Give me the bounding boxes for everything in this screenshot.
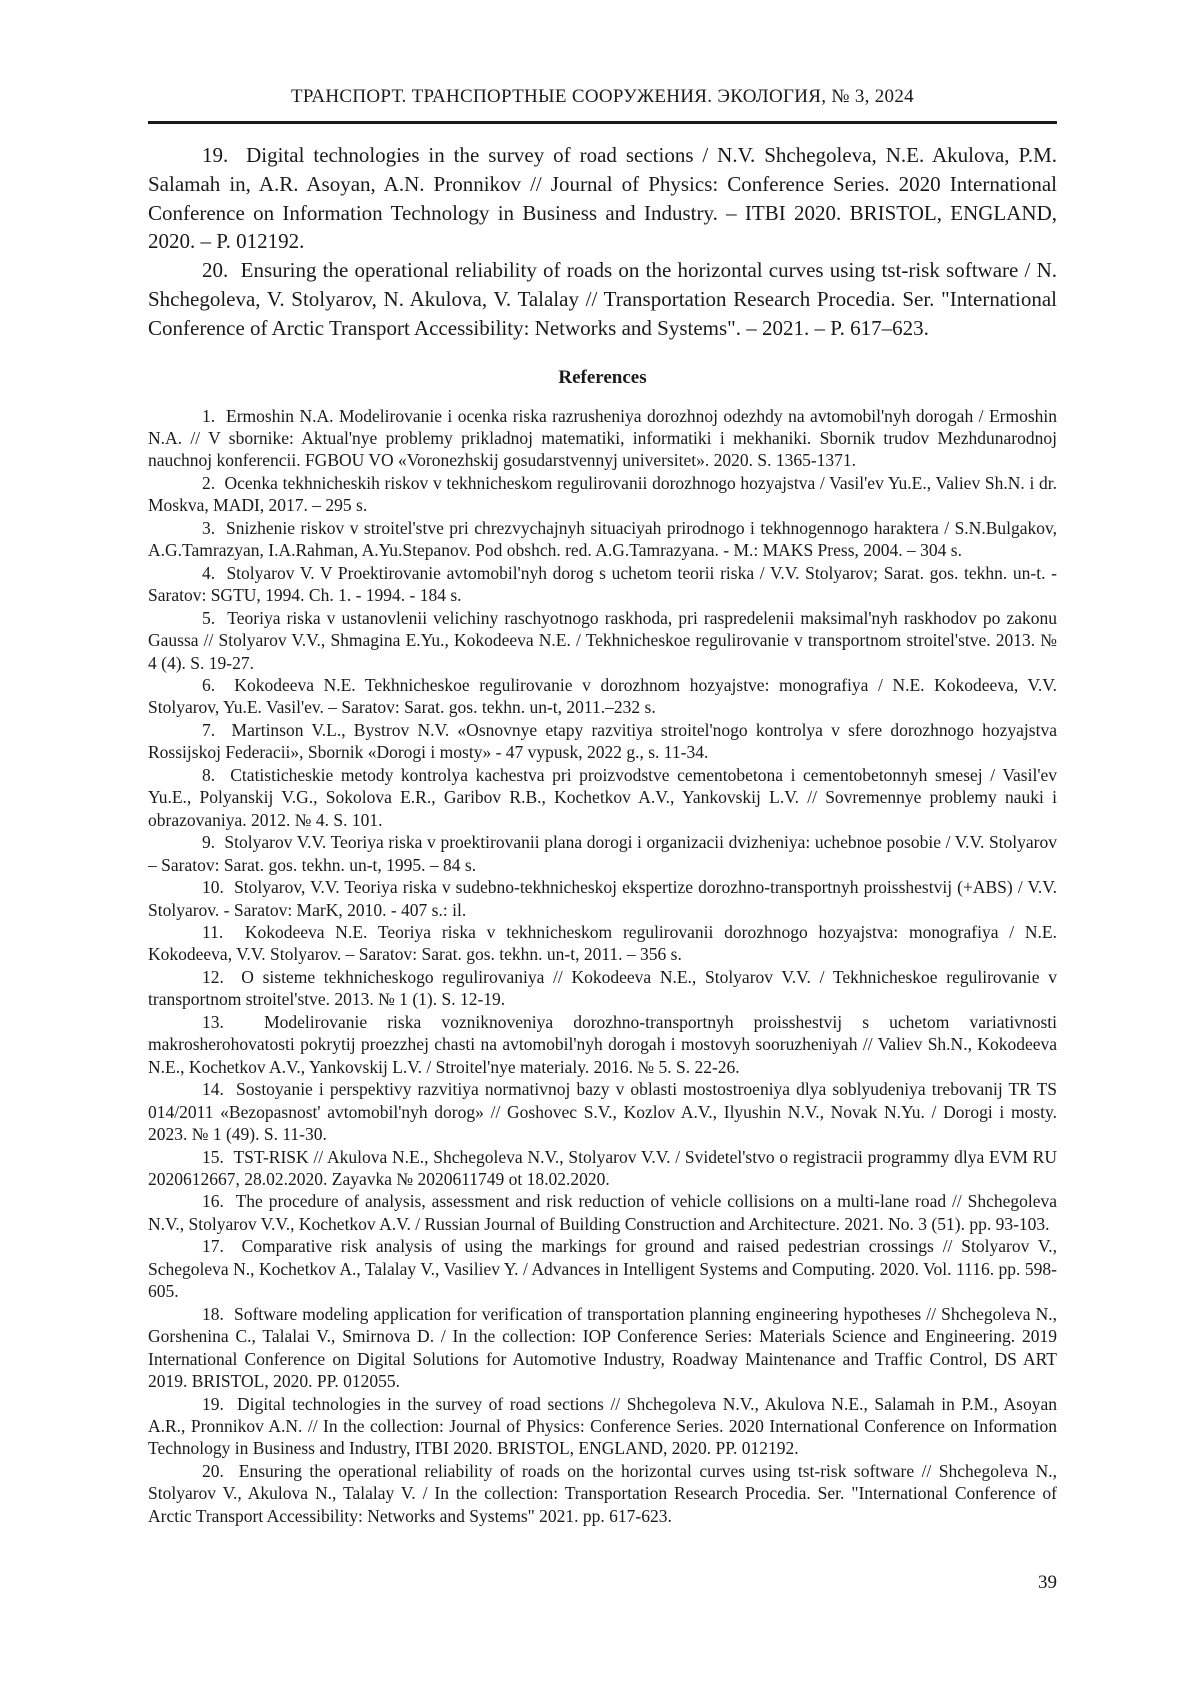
reference-item: 8. Ctatisticheskie metody kontrolya kachestva pri proizvodstve cementobetona i cementobetonnyh smesej / Vasil'ev Yu.E., Polyanskij V.G., Sokolova E.R., Garibov R.B., Kochetkov A.V., Yankovskij L.V. // Sovremennye problemy nauki i obrazovaniya. 2012. № 4. S. 101. <box>148 764 1057 830</box>
reference-item: 9. Stolyarov V.V. Teoriya riska v proektirovanii plana dorogi i organizacii dvizheniya: uchebnoe posobie / V.V. Stolyarov – Saratov: Sarat. gos. tekhn. un-t, 1995. – 84 s. <box>148 832 1057 875</box>
references-list <box>148 405 1057 1528</box>
intro-paragraph: 20. Ensuring the operational reliability of roads on the horizontal curves using tst-risk software / N. Shchegoleva, V. Stolyarov, N. Akulova, V. Talalay // Transportation Research Procedia. Ser. "International Conference of Arctic Transport Accessibility: Networks and Systems". – 2021. – P. 617–623. <box>148 258 1057 340</box>
reference-item: 13. Modelirovanie riska vozniknoveniya dorozhno-transportnyh proisshestvij s uchetom variativnosti makrosherohovatosti pokrytij proezzhej chasti na avtomobil'nyh dorogah i mostovyh sooruzheniyah // Valiev Sh.N., Kokodeeva N.E., Kochetkov A.V., Yankovskij L.V. / Stroitel'nye materialy. 2016. № 5. S. 22-26. <box>148 1011 1057 1077</box>
reference-item: 18. Software modeling application for verification of transportation planning engineering hypotheses // Shchegoleva N., Gorshenina C., Talalai V., Smirnova D. / In the collection: IOP Conference Series: Materials Science and Engineering. 2019 International Conference on Digital Solutions for Automotive Industry, Roadway Maintenance and Traffic Control, DS ART 2019. BRISTOL, 2020. PP. 012055. <box>148 1303 1057 1392</box>
page-number: 39 <box>1038 1572 1057 1593</box>
reference-item: 4. Stolyarov V. V Proektirovanie avtomobil'nyh dorog s uchetom teorii riska / V.V. Stolyarov; Sarat. gos. tekhn. un-t. - Saratov: SGTU, 1994. Ch. 1. - 1994. - 184 s. <box>148 562 1057 606</box>
reference-item: 20. Ensuring the operational reliability of roads on the horizontal curves using tst-risk software // Shchegoleva N., Stolyarov V., Akulova N., Talalay V. / In the collection: Transportation Research Procedia. Ser. "International Conference of Arctic Transport Accessibility: Networks and Systems" 2021. pp. 617-623. <box>148 1460 1057 1526</box>
reference-item: 5. Teoriya riska v ustanovlenii velichiny raschyotnogo raskhoda, pri raspredelenii maksimal'nyh raskhodov po zakonu Gaussa // Stolyarov V.V., Shmagina E.Yu., Kokodeeva N.E. / Tekhnicheskoe regulirovanie v transportnom stroitel'stve. 2013. № 4 (4). S. 19-27. <box>148 607 1057 673</box>
intro-paragraph: 19. Digital technologies in the survey of road sections / N.V. Shchegoleva, N.E. Akulova, P.M. Salamah in, A.R. Asoyan, A.N. Pronnikov // Journal of Physics: Conference Series. 2020 International Conference on Information Technology in Business and Industry. – ITBI 2020. BRISTOL, ENGLAND, 2020. – P. 012192. <box>148 143 1057 254</box>
reference-item: 15. TST-RISK // Akulova N.E., Shchegoleva N.V., Stolyarov V.V. / Svidetel'stvo o registracii programmy dlya EVM RU 2020612667, 28.02.2020. Zayavka № 2020611749 ot 18.02.2020. <box>148 1146 1057 1189</box>
reference-item: 10. Stolyarov, V.V. Teoriya riska v sudebno-tekhnicheskoj ekspertize dorozhno-transportnyh proisshestvij (+ABS) / V.V. Stolyarov. - Saratov: MarK, 2010. - 407 s.: il. <box>148 877 1057 920</box>
reference-item: 17. Comparative risk analysis of using the markings for ground and raised pedestrian crossings // Stolyarov V., Schegoleva N., Kochetkov A., Talalay V., Vasiliev Y. / Advances in Intelligent Systems and Computing. 2020. Vol. 1116. pp. 598-605. <box>148 1236 1057 1302</box>
reference-item: 12. O sisteme tekhnicheskogo regulirovaniya // Kokodeeva N.E., Stolyarov V.V. / Tekhnicheskoe regulirovanie v transportnom stroitel'stve. 2013. № 1 (1). S. 12-19. <box>148 966 1057 1010</box>
running-header: ТРАНСПОРТ. ТРАНСПОРТНЫЕ СООРУЖЕНИЯ. ЭКОЛОГИЯ, № 3, 2024 <box>291 86 914 107</box>
russian-reference-list-tail <box>148 141 1057 343</box>
references-heading: References <box>558 366 647 388</box>
header-rule <box>148 121 1057 124</box>
reference-item: 6. Kokodeeva N.E. Tekhnicheskoe regulirovanie v dorozhnom hozyajstve: monografiya / N.E. Kokodeeva, V.V. Stolyarov, Yu.E. Vasil'ev. – Saratov: Sarat. gos. tekhn. un-t, 2011.–232 s. <box>148 675 1057 718</box>
reference-item: 2. Ocenka tekhnicheskih riskov v tekhnicheskom regulirovanii dorozhnogo hozyajstva / Vasil'ev Yu.E., Valiev Sh.N. i dr. Moskva, MADI, 2017. – 295 s. <box>148 472 1057 516</box>
reference-item: 16. The procedure of analysis, assessment and risk reduction of vehicle collisions on a multi-lane road // Shchegoleva N.V., Stolyarov V.V., Kochetkov A.V. / Russian Journal of Building Construction and Architecture. 2021. No. 3 (51). pp. 93-103. <box>148 1191 1057 1234</box>
page-content <box>148 0 1057 1527</box>
reference-item: 19. Digital technologies in the survey of road sections // Shchegoleva N.V., Akulova N.E., Salamah in P.M., Asoyan A.R., Pronnikov A.N. // In the collection: Journal of Physics: Conference Series. 2020 International Conference on Information Technology in Business and Industry, ITBI 2020. BRISTOL, ENGLAND, 2020. PP. 012192. <box>148 1393 1057 1459</box>
reference-item: 11. Kokodeeva N.E. Teoriya riska v tekhnicheskom regulirovanii dorozhnogo hozyajstva: monografiya / N.E. Kokodeeva, V.V. Stolyarov. – Saratov: Sarat. gos. tekhn. un-t, 2011. – 356 s. <box>148 922 1057 965</box>
reference-item: 1. Ermoshin N.A. Modelirovanie i ocenka riska razrusheniya dorozhnoj odezhdy na avtomobil'nyh dorogah / Ermoshin N.A. // V sbornike: Aktual'nye problemy prikladnoj matematiki, informatiki i mekhaniki. Sbornik trudov Mezhdunarodnoj nauchnoj konferencii. FGBOU VO «Voronezhskij gosudarstvennyj universitet». 2020. S. 1365-1371. <box>148 405 1057 471</box>
reference-item: 3. Snizhenie riskov v stroitel'stve pri chrezvychajnyh situaciyah prirodnogo i tekhnogennogo haraktera / S.N.Bulgakov, A.G.Tamrazyan, I.A.Rahman, A.Yu.Stepanov. Pod obshch. red. A.G.Tamrazyana. - M.: MAKS Press, 2004. – 304 s. <box>148 517 1057 561</box>
reference-item: 14. Sostoyanie i perspektivy razvitiya normativnoj bazy v oblasti mostostroeniya dlya soblyudeniya trebovanij TR TS 014/2011 «Bezopasnost' avtomobil'nyh dorog» // Goshovec S.V., Kozlov A.V., Ilyushin N.V., Novak N.Yu. / Dorogi i mosty. 2023. № 1 (49). S. 11-30. <box>148 1079 1057 1145</box>
reference-item: 7. Martinson V.L., Bystrov N.V. «Osnovnye etapy razvitiya stroitel'nogo kontrolya v sfere dorozhnogo hozyajstva Rossijskoj Federacii», Sbornik «Dorogi i mosty» - 47 vypusk, 2022 g., s. 11-34. <box>148 719 1057 763</box>
